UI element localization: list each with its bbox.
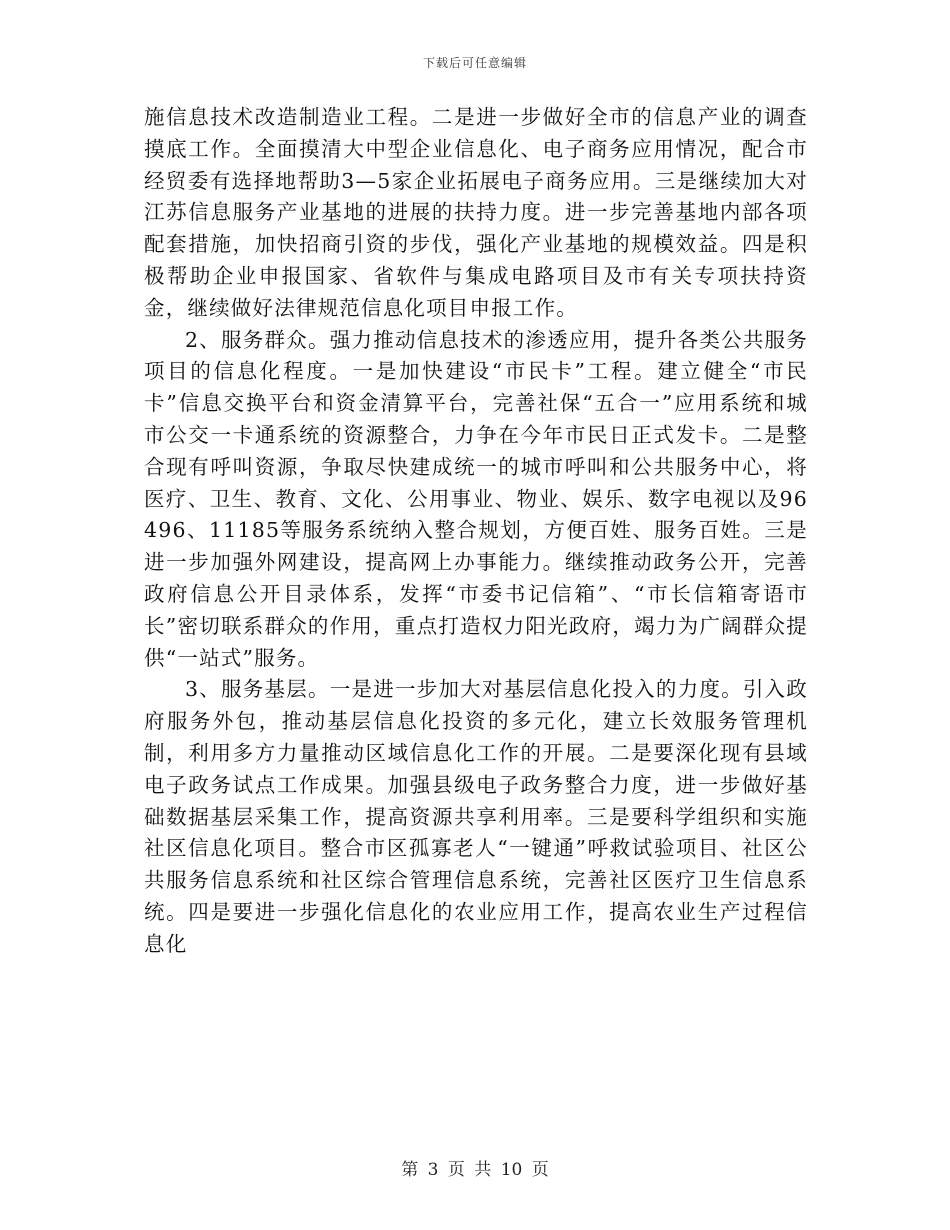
paragraph-continuation: 施信息技术改造制造业工程。二是进一步做好全市的信息产业的调查摸底工作。全面摸清大中型企业信息化、电子商务应用情况，配合市经贸委有选择地帮助3—5家企业拓展电子商务应用。三是继续加大对江苏信息服务产业基地的进展的扶持力度。进一步完善基地内部各项配套措施，加快招商引资的步伐，强化产业基地的规模效益。四是积极帮助企业申报国家、省软件与集成电路项目及市有关专项扶持资金，继续做好法律规范信息化项目申报工作。 xyxy=(144,105,808,320)
paragraph-serve-grassroots: 3、服务基层。一是进一步加大对基层信息化投入的力度。引入政府服务外包，推动基层信息化投资的多元化，建立长效服务管理机制，利用多方力量推动区域信息化工作的开展。二是要深化现有县域电子政务试点工作成果。加强县级电子政务整合力度，进一步做好基础数据基层采集工作，提高资源共享利用率。三是要科学组织和实施社区信息化项目。整合市区孤寡老人“一键通”呼救试验项目、社区公共服务信息系统和社区综合管理信息系统，完善社区医疗卫生信息系统。四是要进一步强化信息化的农业应用工作，提高农业生产过程信息化 xyxy=(144,677,808,956)
page-header-note: 下载后可任意编辑 xyxy=(422,56,527,70)
page-number-footer: 第 3 页 共 10 页 xyxy=(401,1160,549,1180)
paragraph-serve-public: 2、服务群众。强力推动信息技术的渗透应用，提升各类公共服务项目的信息化程度。一是加快建设“市民卡”工程。建立健全“市民卡”信息交换平台和资金清算平台，完善社保“五合一”应用系统和城市公交一卡通系统的资源整合，力争在今年市民日正式发卡。二是整合现有呼叫资源，争取尽快建成统一的城市呼叫和公共服务中心，将医疗、卫生、教育、文化、公用事业、物业、娱乐、数字电视以及96496、11185等服务系统纳入整合规划，方便百姓、服务百姓。三是进一步加强外网建设，提高网上办事能力。继续推动政务公开，完善政府信息公开目录体系，发挥“市委书记信箱”、“市长信箱寄语市长”密切联系群众的作用，重点打造权力阳光政府，竭力为广阔群众提供“一站式”服务。 xyxy=(144,327,808,670)
document-body xyxy=(144,102,808,961)
